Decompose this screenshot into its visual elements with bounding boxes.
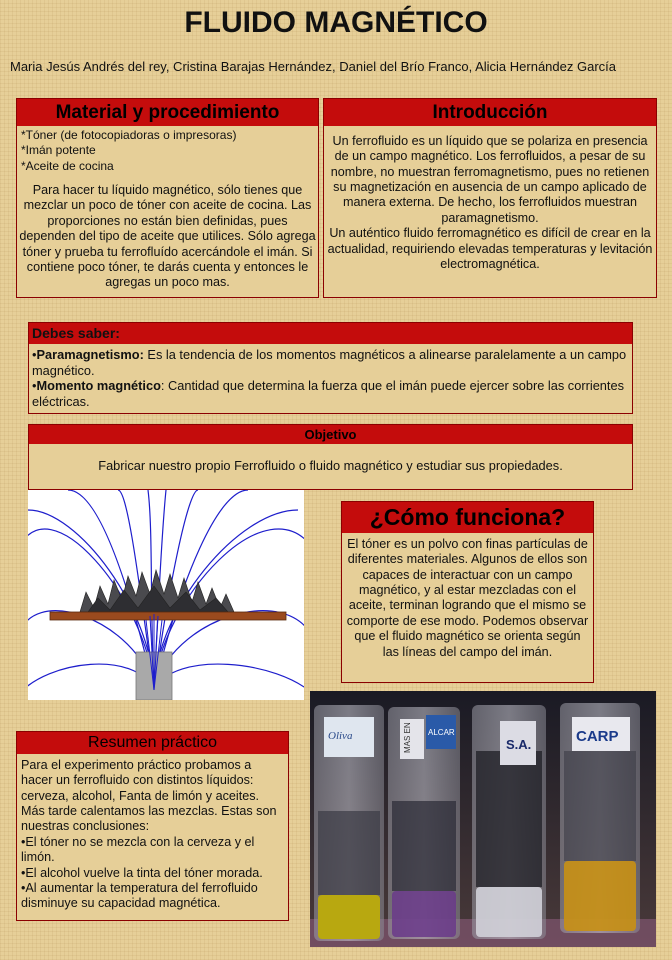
wooden-plate	[50, 612, 286, 620]
debes-saber-def-2	[29, 378, 632, 409]
objetivo-text: Fabricar nuestro propio Ferrofluido o fluido magnético y estudiar sus propiedades.	[98, 458, 563, 473]
authors-line: Maria Jesús Andrés del rey, Cristina Barajas Hernández, Daniel del Brío Franco, Alicia Hernández García	[10, 59, 616, 74]
magnetic-field-illustration	[28, 490, 304, 700]
como-funciona-panel	[341, 501, 594, 683]
term-paramagnetismo: Paramagnetismo:	[36, 347, 144, 362]
list-item: *Tóner (de fotocopiadoras o impresoras)	[21, 128, 237, 142]
poster-title: FLUIDO MAGNÉTICO	[184, 6, 488, 39]
debes-saber-panel	[28, 322, 633, 414]
list-item: •El alcohol vuelve la tinta del tóner morada.	[21, 865, 263, 880]
list-item: •Al aumentar la temperatura del ferrofluido disminuye su capacidad magnética.	[21, 880, 258, 911]
label-oliva-text: Oliva	[328, 730, 353, 742]
definition-paramagnetismo: Es la tendencia de los momentos magnéticos a alinearse paralelamente a un campo magnético.	[32, 347, 627, 378]
como-funciona-heading: ¿Cómo funciona?	[342, 502, 593, 533]
debes-saber-heading: Debes saber:	[29, 323, 632, 344]
resumen-heading: Resumen práctico	[17, 732, 288, 754]
experiment-photo	[310, 691, 656, 947]
material-heading: Material y procedimiento	[17, 99, 318, 126]
label-sa-text: S.A.	[506, 737, 532, 752]
intro-paragraph-2: Un auténtico fluido ferromagnético es difícil de crear en la actualidad, requiriendo elevadas temperaturas y levitación electromagnética.	[327, 226, 653, 271]
list-item: *Aceite de cocina	[21, 158, 114, 173]
material-list	[17, 126, 318, 174]
label-mas-en-text: MAS EN	[403, 722, 412, 753]
ferrofluid-diagram	[28, 490, 304, 700]
term-momento-magnetico: Momento magnético	[36, 378, 161, 394]
resumen-list	[17, 835, 288, 912]
intro-paragraph-1: Un ferrofluido es un líquido que se polariza en presencia de un campo magnético. Los ferrofluidos, a pesar de su nombre, no muestran ferromagnetismo, pues no retienen su magnetización en ausencia de un campo aplicado de manera externa. De hecho, los ferrofluidos muestran paramagnetismo.	[330, 134, 650, 225]
list-item: •El tóner no se mezcla con la cerveza y el limón.	[21, 834, 255, 865]
resumen-panel	[16, 731, 289, 921]
intro-heading: Introducción	[324, 99, 656, 126]
como-funciona-text: El tóner es un polvo con finas partículas de diferentes materiales. Algunos de ellos son capaces de interactuar con un campo magnético, y al estar mezcladas con el aceite, terminan logrando que el mismo se comporte de ese modo. Podemos observar que el fluido magnético se orienta según las líneas del campo del imán.	[346, 537, 589, 659]
resumen-intro: Para el experimento práctico probamos a hacer un ferrofluido con distintos líquidos: cerveza, alcohol, Fanta de limón y aceites. Más tarde calentamos las mezclas. Estas son nuestras conclusiones:	[21, 758, 277, 834]
label-carp-text: CARP	[576, 728, 619, 745]
bullet: •	[32, 347, 37, 362]
glasses-illustration	[310, 691, 656, 947]
objetivo-panel	[28, 424, 633, 490]
definition-momento-magnetico: : Cantidad que determina la fuerza que el imán puede ejercer sobre las corrientes eléctricas.	[32, 378, 624, 409]
material-paragraph: Para hacer tu líquido magnético, sólo tienes que mezclar un poco de tóner con aceite de cocina. Las proporciones no están bien definidas, pues dependen del tipo de aceite que utilices. Sólo agrega tóner y prueba tu ferrofluído acercándole el imán. Si contiene poco tóner, te darás cuenta y entonces le agregas un poco mas.	[19, 183, 316, 290]
intro-panel	[323, 98, 657, 298]
material-panel	[16, 98, 319, 298]
debes-saber-def-1	[29, 344, 632, 378]
objetivo-heading: Objetivo	[29, 425, 632, 444]
label-alcar-text: ALCAR	[428, 728, 455, 737]
bullet: •	[32, 378, 37, 394]
list-item: *Imán potente	[21, 143, 96, 158]
ferrofluid-spikes	[80, 570, 234, 612]
